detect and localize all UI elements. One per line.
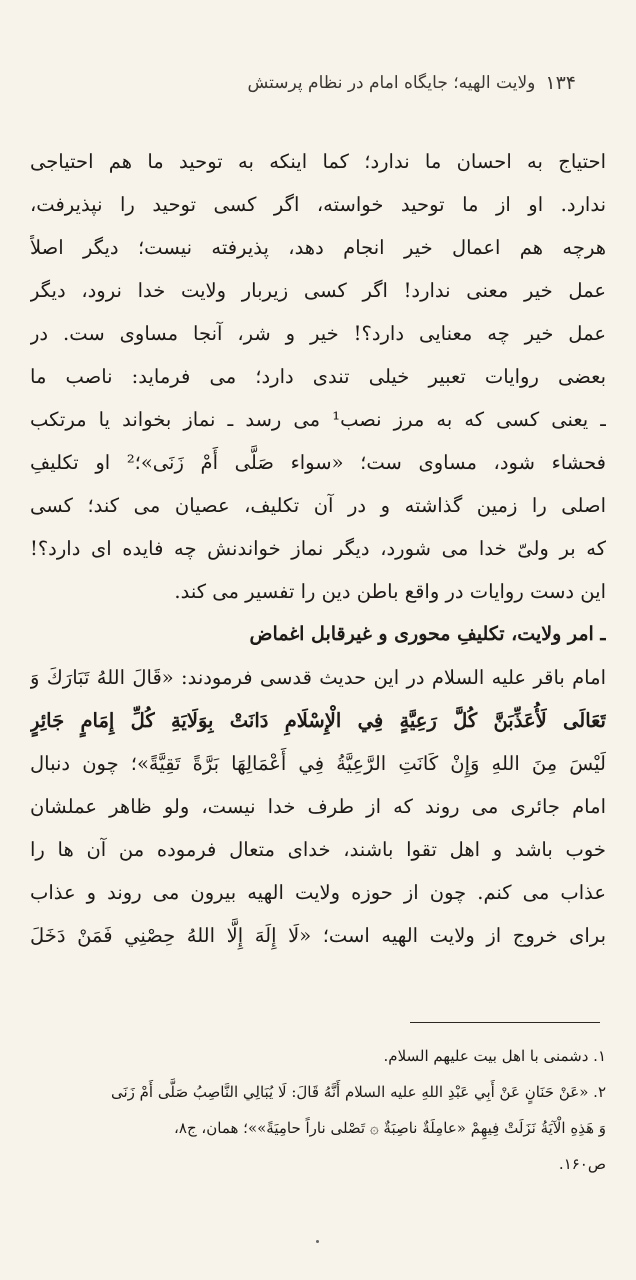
paragraph-line: امام باقر علیه السلام در این حدیث قدسی فرمودند: «قَالَ اللهُ تَبَارَكَ وَ	[30, 666, 606, 689]
running-title: ولایت الهیه؛ جایگاه امام در نظام پرستش	[247, 73, 536, 93]
paragraph-line: هرچه هم اعمال خیر انجام دهد، پذیرفته نیست؛ دیگر اصلاً	[30, 236, 606, 259]
paragraph-line: خوب باشد و اهل تقوا باشند، خدای متعال فرموده من آن ها را	[30, 838, 606, 861]
footnote-divider	[410, 1022, 600, 1023]
paragraph-line: امام جائری می روند که از طرف خدا نیست، ولو ظاهر عملشان	[30, 795, 606, 818]
paragraph-line: بعضی روایات تعبیر خیلی تندی دارد؛ می فرماید: ناصب ما	[30, 365, 606, 388]
paragraph-line: ـ یعنی کسی که به مرز نصب¹ می رسد ـ نماز بخواند یا مرتکب	[30, 408, 606, 431]
main-text	[30, 140, 606, 957]
footnotes	[30, 1038, 606, 1182]
footnote-2-cont: ص۱۶۰.	[558, 1155, 606, 1173]
section-heading: ـ امر ولایت، تکلیفِ محوری و غیرقابل اغماض	[249, 623, 606, 645]
running-header	[60, 72, 576, 94]
arabic-hadith-line: لَيْسَ مِنَ اللهِ وَإِنْ كَانَتِ الرَّعِيَّةُ فِي أَعْمَالِهَا بَرَّةً تَقِيَّةً»؛ چون دنبال	[30, 752, 606, 775]
footnote-2: ۲. «عَنْ حَنَانٍ عَنْ أَبِي عَبْدِ اللهِ علیه السلام أَنَّهُ قَالَ: لَا يُبَالِي النَّاصِبُ صَلَّى أَمْ زَنَى	[110, 1083, 606, 1101]
paragraph-line: برای خروج از ولایت الهیه است؛ «لَا إِلَهَ إِلَّا اللهُ حِصْنِي فَمَنْ دَخَلَ	[30, 924, 606, 947]
paragraph-line: ندارد. او از ما توحید خواسته، اگر کسی توحید را نپذیرفت،	[30, 193, 606, 216]
footnote-2-cont: وَ هَذِهِ الْآيَةُ نَزَلَتْ فِيهِمْ «عامِلَةٌ ناصِبَةٌ ۞ تَصْلى ناراً حامِيَةً»»؛ همان، ج۸،	[174, 1119, 606, 1137]
paragraph-line: اصلی را زمین گذاشته و در آن تکلیف، عصیان می کند؛ کسی	[30, 494, 606, 517]
page-number: ۱۳۴	[545, 72, 576, 94]
paragraph-line: عمل خیر چه معنایی دارد؟! خیر و شر، آنجا مساوی ست. در	[30, 322, 606, 345]
paragraph-line: عمل خیر معنی ندارد! اگر کسی زیربار ولایت خدا نرود، دیگر	[30, 279, 606, 302]
paragraph-line: عذاب می کنم. چون از حوزه ولایت الهیه بیرون می روند و عذاب	[30, 881, 606, 904]
footnote-1: ۱. دشمنی با اهل بیت علیهم السلام.	[383, 1047, 606, 1065]
paragraph-line: این دست روایات در واقع باطن دین را تفسیر می کند.	[174, 580, 606, 603]
arabic-hadith-line: تَعَالَى لَأُعَذِّبَنَّ كُلَّ رَعِيَّةٍ فِي الْإِسْلَامِ دَانَتْ بِوَلَايَةِ كُلِّ إِمَامٍ جَائِرٍ	[30, 709, 606, 732]
paragraph-line: که بر ولیّ خدا می شورد، دیگر نماز خواندنش چه فایده ای دارد؟!	[30, 537, 606, 560]
paragraph-line: احتیاج به احسان ما ندارد؛ کما اینکه به توحید ما هم احتیاجی	[30, 150, 606, 173]
page-speck	[316, 1240, 319, 1243]
paragraph-line: فحشاء شود، مساوی ست؛ «سواء صَلَّی أَمْ زَنَی»؛² او تکلیفِ	[30, 451, 606, 474]
